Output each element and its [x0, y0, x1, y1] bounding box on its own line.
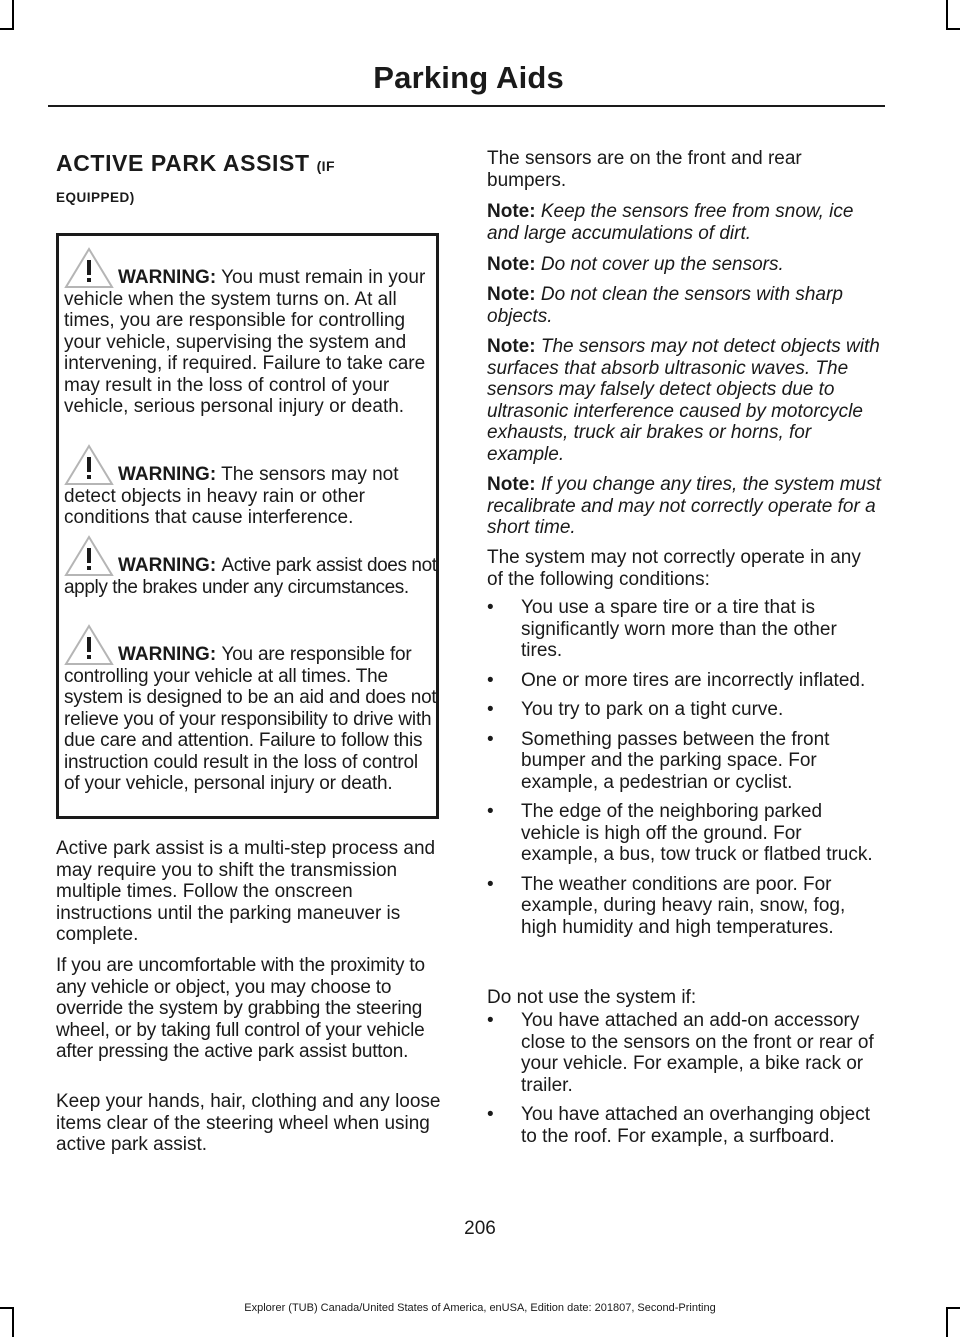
list-item-text: You try to park on a tight curve.	[521, 699, 784, 720]
warning-text: You must remain in your vehicle when the system turns on. At all times, you are responsible for controlling your vehicle, supervising the system and intervening, if required. Failure to take care may result in the loss of control of your vehicle, serious personal injury or death.	[64, 267, 426, 417]
section-title-main: ACTIVE PARK ASSIST	[56, 150, 310, 176]
crop-mark	[0, 28, 14, 30]
list-item	[487, 670, 881, 692]
list-item	[487, 801, 881, 866]
crop-mark	[12, 0, 14, 30]
warning-2	[64, 464, 438, 529]
note-text: Do not clean the sensors with sharp objects.	[487, 284, 843, 327]
warning-icon	[64, 535, 114, 577]
warning-text: Active park assist does not apply the brakes under any circumstances.	[64, 555, 437, 598]
note	[487, 474, 881, 539]
warning-icon	[64, 247, 114, 289]
list-item	[487, 699, 881, 721]
note-text: The sensors may not detect objects with surfaces that absorb ultrasonic waves. The sensors may falsely detect objects due to ultrasonic interference caused by motorcycle exhausts, truck air brakes or horns, for example.	[487, 336, 880, 465]
note-label: Note:	[487, 284, 536, 305]
bullet: •	[487, 699, 494, 720]
note	[487, 254, 881, 276]
note-text: Do not cover up the sensors.	[540, 254, 784, 275]
note-text: If you change any tires, the system must recalibrate and may not correctly operate for a short time.	[487, 474, 881, 538]
list-item-text: Something passes between the front bumper and the parking space. For example, a pedestrian or cyclist.	[521, 728, 830, 793]
list-item-text: You have attached an add-on accessory close to the sensors on the front or rear of your vehicle. For example, a bike rack or trailer.	[521, 1010, 874, 1096]
paragraph: Keep your hands, hair, clothing and any loose items clear of the steering wheel when using active park assist.	[56, 1091, 441, 1155]
note	[487, 336, 881, 465]
list-item	[487, 729, 881, 794]
warning-label: WARNING:	[118, 644, 217, 665]
note-label: Note:	[487, 474, 536, 495]
bullet: •	[487, 873, 494, 895]
bullet: •	[487, 801, 494, 822]
note-label: Note:	[487, 254, 536, 275]
bullet: •	[487, 728, 494, 750]
warning-label: WARNING:	[118, 267, 217, 288]
paragraph: The system may not correctly operate in any of the following conditions:	[487, 547, 861, 590]
note	[487, 201, 881, 244]
bullet: •	[487, 597, 494, 618]
note	[487, 284, 881, 327]
paragraph: If you are uncomfortable with the proximity to any vehicle or object, you may choose to override the system by grabbing the steering wheel, or by taking full control of your vehicle after pressing the active park assist button.	[56, 955, 425, 1062]
warning-label: WARNING:	[118, 464, 217, 485]
crop-mark	[946, 0, 948, 30]
bullet: •	[487, 1010, 494, 1031]
list-item-text: You have attached an overhanging object to the roof. For example, a surfboard.	[521, 1104, 870, 1147]
list-item-text: The edge of the neighboring parked vehicle is high off the ground. For example, a bus, tow truck or flatbed truck.	[521, 801, 873, 865]
conditions-list	[487, 597, 881, 946]
warning-4	[64, 644, 438, 795]
donot-list	[487, 1010, 881, 1155]
list-item-text: The weather conditions are poor. For example, during heavy rain, snow, fog, high humidity and high temperatures.	[521, 873, 846, 938]
paragraph: The sensors are on the front and rear bumpers.	[487, 148, 802, 191]
warning-3	[64, 555, 438, 598]
note-label: Note:	[487, 336, 536, 357]
note-text: Keep the sensors free from snow, ice and large accumulations of dirt.	[487, 201, 854, 244]
list-item-text: One or more tires are incorrectly inflated.	[521, 669, 866, 691]
warning-label: WARNING:	[118, 555, 217, 576]
header-rule	[48, 105, 885, 107]
section-title-continued: EQUIPPED)	[56, 190, 135, 205]
warning-icon	[64, 624, 114, 666]
warning-1	[64, 267, 438, 418]
list-item-text: You use a spare tire or a tire that is significantly worn more than the other tires.	[521, 597, 837, 661]
warning-icon	[64, 444, 114, 486]
list-item	[487, 1104, 881, 1147]
list-item	[487, 597, 881, 662]
list-item	[487, 874, 881, 939]
paragraph: Active park assist is a multi-step process and may require you to shift the transmission multiple times. Follow the onscreen instructions until the parking maneuver is complete.	[56, 838, 436, 945]
bullet: •	[487, 669, 494, 691]
note-label: Note:	[487, 201, 536, 222]
footer-edition: Explorer (TUB) Canada/United States of America, enUSA, Edition date: 201807, Second-Printing	[244, 1302, 716, 1314]
warning-text: You are responsible for controlling your vehicle at all times. The system is designed to be an aid and does not relieve you of your responsibility to drive with due care and attention. Failure to follow this instruction could result in the loss of control of your vehicle, personal injury or death.	[64, 644, 437, 794]
page-header-title: Parking Aids	[373, 60, 564, 95]
warning-text: The sensors may not detect objects in heavy rain or other conditions that cause interference.	[64, 464, 399, 528]
section-title	[56, 150, 456, 179]
crop-mark	[946, 28, 960, 30]
list-item	[487, 1010, 881, 1096]
paragraph: Do not use the system if:	[487, 987, 697, 1008]
page-number: 206	[464, 1218, 496, 1239]
section-title-small: (IF	[316, 158, 335, 174]
bullet: •	[487, 1104, 494, 1125]
